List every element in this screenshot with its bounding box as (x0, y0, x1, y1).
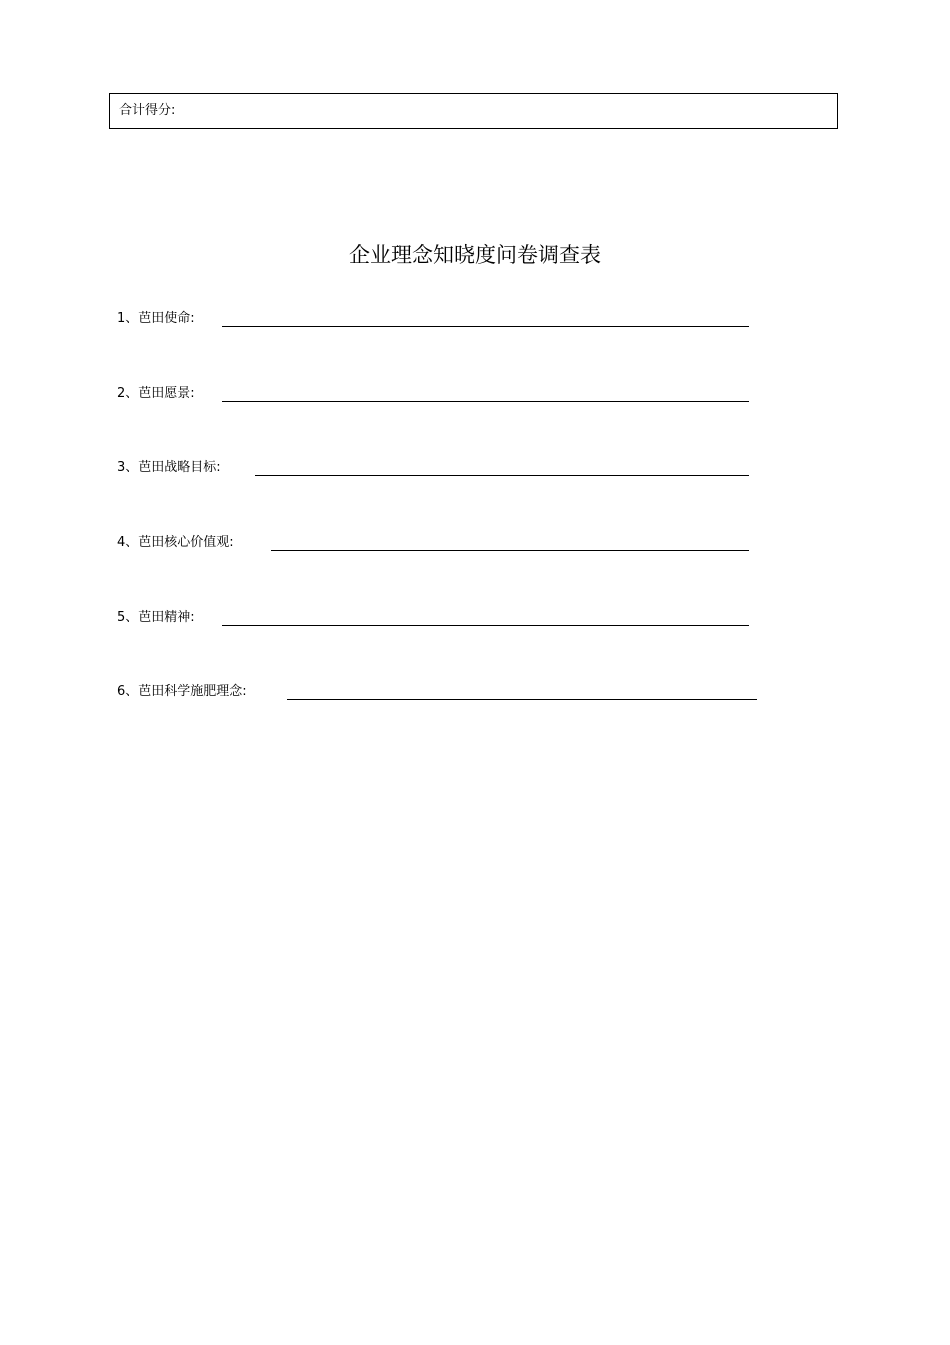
question-row (0, 680, 950, 704)
total-score-box (109, 93, 838, 129)
question-label: 3、芭田战略目标: (117, 460, 221, 475)
answer-line[interactable] (222, 401, 749, 402)
question-row (0, 382, 950, 406)
question-label: 1、芭田使命: (117, 311, 195, 326)
answer-line[interactable] (222, 326, 749, 327)
question-label: 2、芭田愿景: (117, 386, 195, 401)
answer-line[interactable] (255, 475, 749, 476)
total-score-label: 合计得分: (119, 103, 176, 118)
answer-line[interactable] (271, 550, 749, 551)
question-label: 6、芭田科学施肥理念: (117, 684, 247, 699)
question-label: 4、芭田核心价值观: (117, 535, 234, 550)
question-row (0, 531, 950, 555)
question-label: 5、芭田精神: (117, 610, 195, 625)
document-title: 企业理念知晓度问卷调查表 (349, 243, 601, 267)
answer-line[interactable] (222, 625, 749, 626)
question-row (0, 606, 950, 630)
answer-line[interactable] (287, 699, 757, 700)
question-row (0, 307, 950, 331)
question-row (0, 456, 950, 480)
